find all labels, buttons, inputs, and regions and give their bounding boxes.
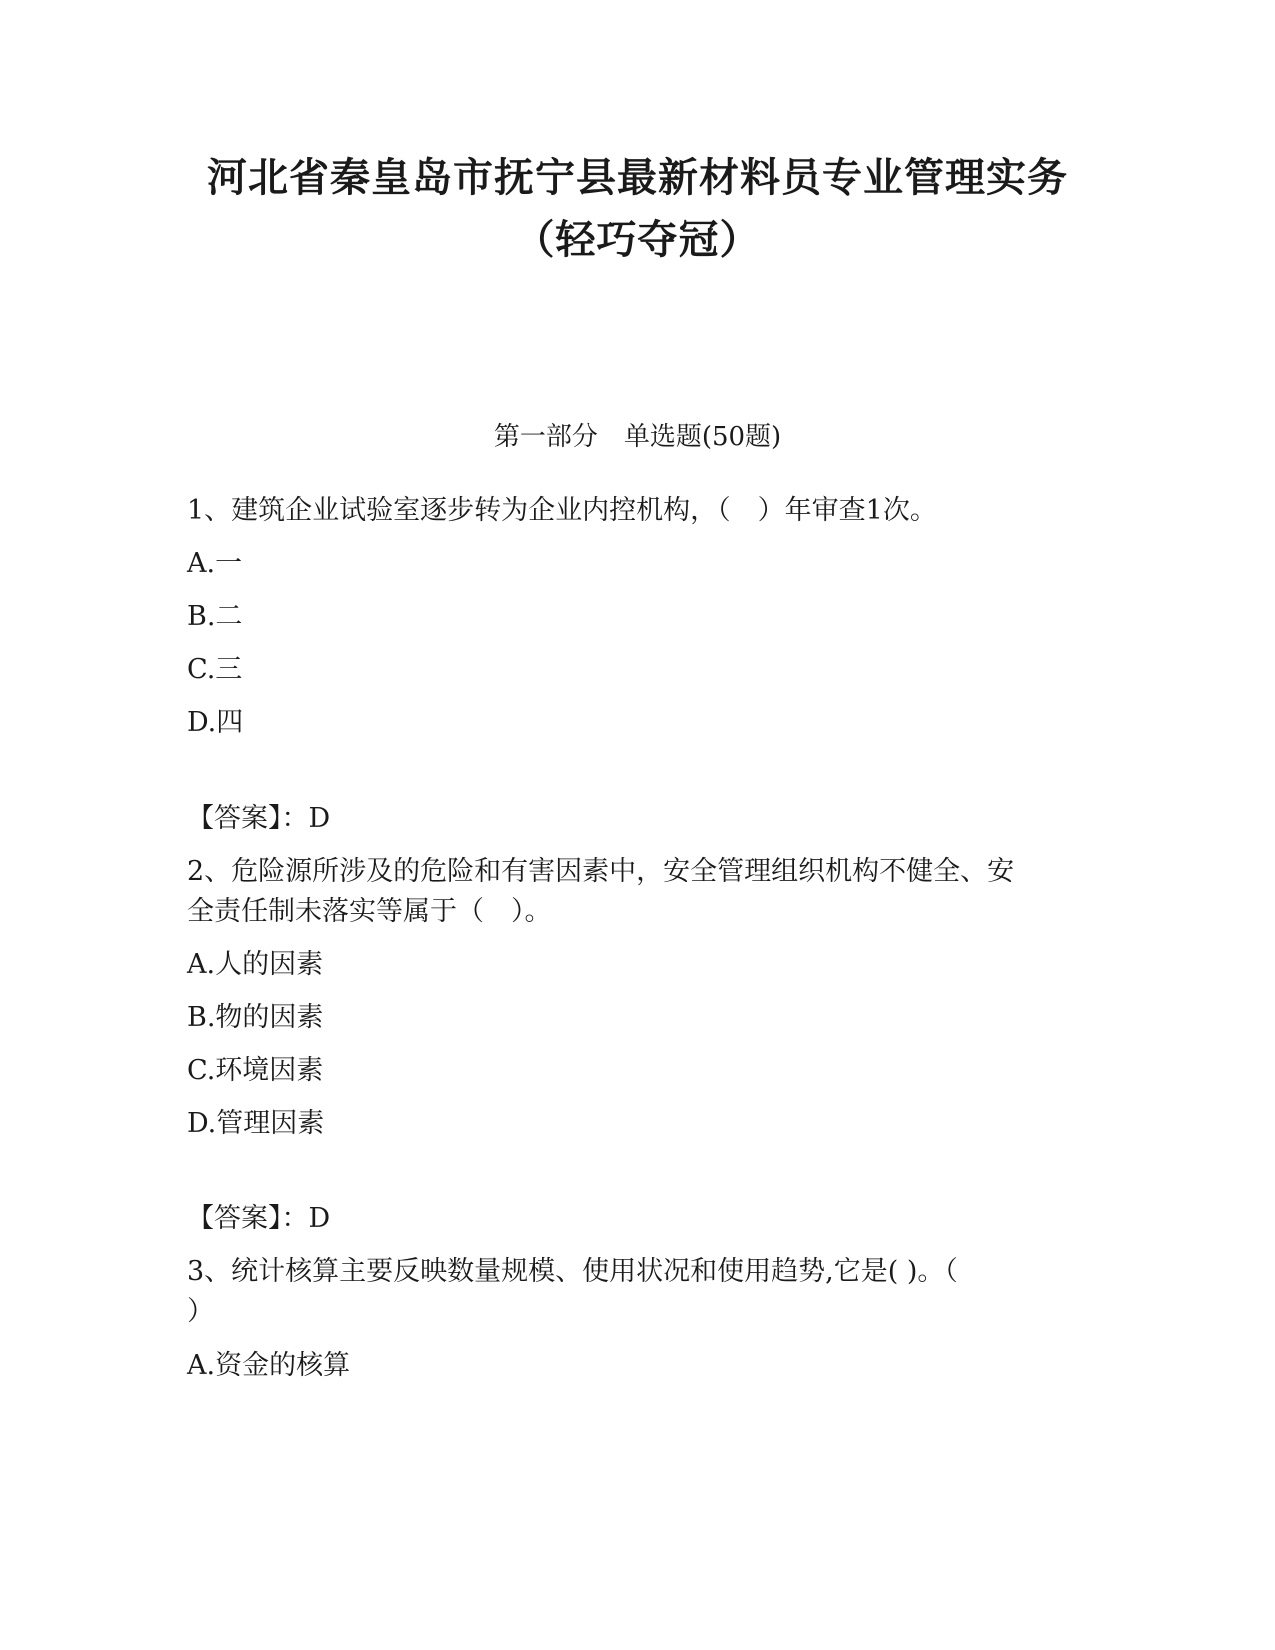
question-2-stem-line1: 2、危险源所涉及的危险和有害因素中，安全管理组织机构不健全、安 bbox=[187, 856, 1015, 887]
question-1-answer: 【答案】：D bbox=[187, 803, 331, 834]
question-1-stem: 1、建筑企业试验室逐步转为企业内控机构，（ ）年审查1次。 bbox=[187, 495, 937, 526]
question-3-stem-line2: ） bbox=[187, 1296, 214, 1327]
question-2-option-d: D.管理因素 bbox=[187, 1108, 325, 1139]
document-title-line2: （轻巧夺冠） bbox=[514, 216, 761, 263]
question-2-option-a: A.人的因素 bbox=[187, 949, 324, 980]
question-1-option-c: C.三 bbox=[187, 654, 243, 685]
document-title-line1: 河北省秦皇岛市抚宁县最新材料员专业管理实务 bbox=[207, 154, 1068, 201]
question-3-stem-line1: 3、统计核算主要反映数量规模、使用状况和使用趋势,它是( )。（ bbox=[187, 1256, 958, 1287]
question-1-option-b: B.二 bbox=[187, 601, 243, 632]
question-3-option-a: A.资金的核算 bbox=[187, 1350, 351, 1381]
question-1-option-a: A.一 bbox=[187, 548, 243, 579]
section-heading: 第一部分 单选题(50题) bbox=[493, 422, 782, 452]
question-2-stem-line2: 全责任制未落实等属于（ ）。 bbox=[187, 896, 552, 927]
question-2-option-b: B.物的因素 bbox=[187, 1002, 324, 1033]
question-1-option-d: D.四 bbox=[187, 707, 244, 738]
question-2-answer: 【答案】：D bbox=[187, 1203, 331, 1234]
question-2-option-c: C.环境因素 bbox=[187, 1055, 324, 1086]
